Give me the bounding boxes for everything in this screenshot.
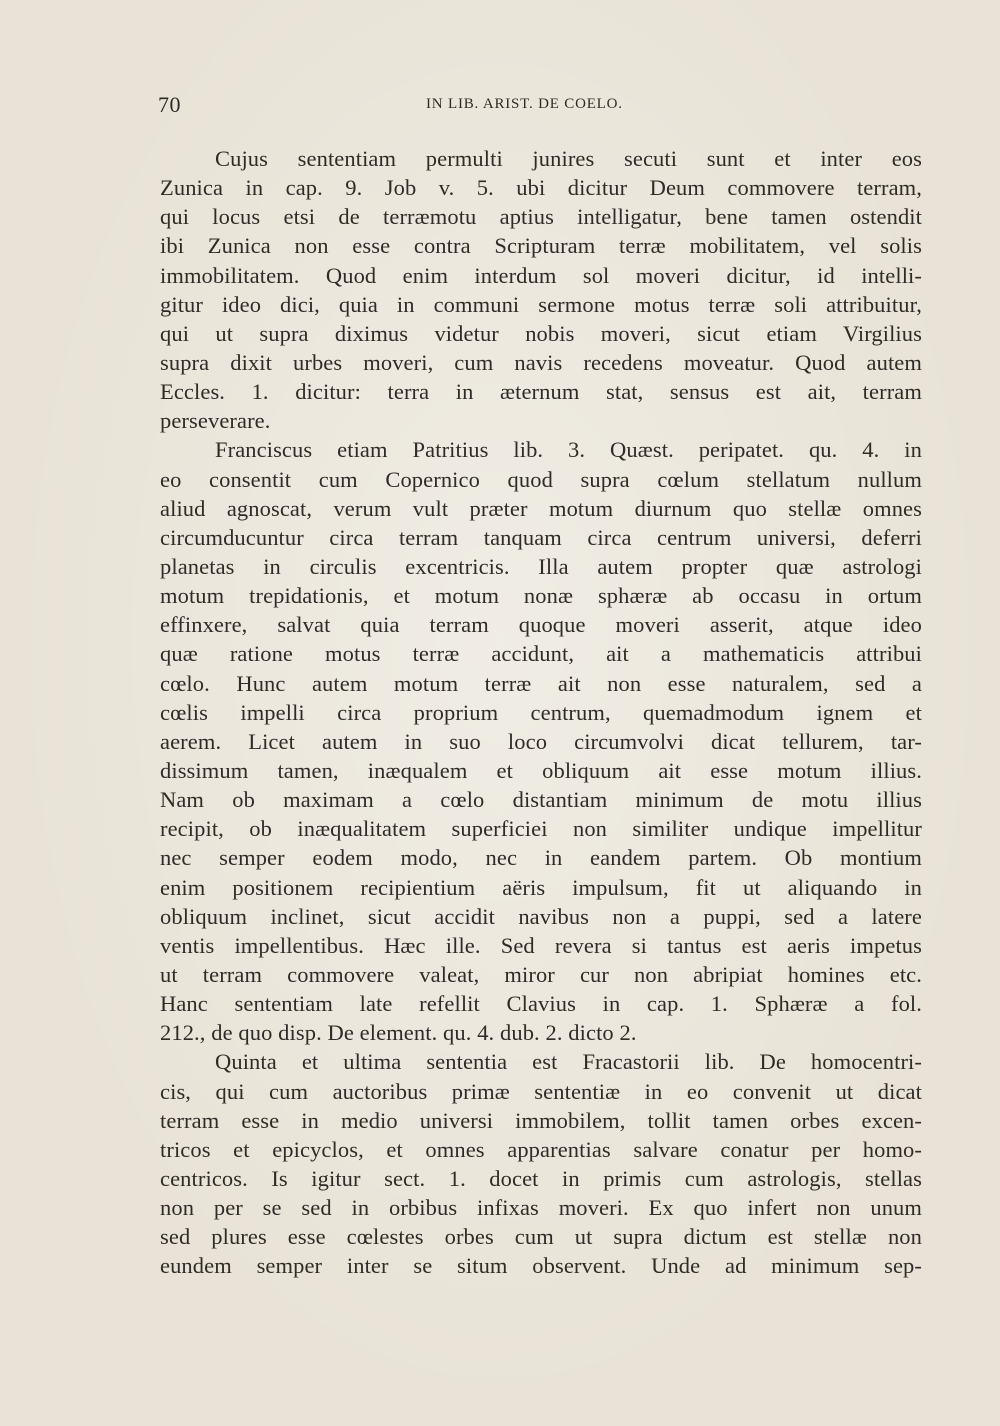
- text-line: ventis impellentibus. Hæc ille. Sed revera si tantus est aeris impetus: [160, 932, 922, 958]
- text-line: non per se sed in orbibus infixas moveri. Ex quo infert non unum: [160, 1195, 922, 1221]
- text-line: enim positionem recipientium aëris impulsum, fit ut aliquando in: [160, 874, 922, 900]
- text-line: ibi Zunica non esse contra Scripturam terræ mobilitatem, vel solis: [160, 233, 922, 259]
- text-line: eundem semper inter se situm observent. Unde ad minimum sep-: [160, 1253, 922, 1279]
- text-line: Nam ob maximam a cœlo distantiam minimum de motu illius: [160, 787, 922, 813]
- text-line: gitur ideo dici, quia in communi sermone motus terræ soli attribuitur,: [160, 291, 922, 317]
- text-line: ut terram commovere valeat, miror cur non abripiat homines etc.: [160, 961, 922, 987]
- text-line: Eccles. 1. dicitur: terra in æternum stat, sensus est ait, terram: [160, 379, 922, 405]
- text-line: Hanc sententiam late refellit Clavius in cap. 1. Sphæræ a fol.: [160, 991, 922, 1017]
- body-text: [160, 144, 922, 1280]
- text-line: cœlo. Hunc autem motum terræ ait non esse naturalem, sed a: [160, 670, 922, 696]
- text-line: planetas in circulis excentricis. Illa autem propter quæ astrologi: [160, 553, 922, 579]
- text-line: nec semper eodem modo, nec in eandem partem. Ob montium: [160, 845, 922, 871]
- text-line: circumducuntur circa terram tanquam circa centrum universi, deferri: [160, 524, 922, 550]
- text-line: supra dixit urbes moveri, cum navis recedens moveatur. Quod autem: [160, 349, 922, 375]
- text-line: centricos. Is igitur sect. 1. docet in primis cum astrologis, stellas: [160, 1165, 922, 1191]
- text-line: Cujus sententiam permulti junires secuti sunt et inter eos: [215, 146, 922, 171]
- text-line: aerem. Licet autem in suo loco circumvolvi dicat tellurem, tar-: [160, 728, 922, 754]
- page-number: 70: [158, 92, 181, 117]
- text-line: 212., de quo disp. De element. qu. 4. dub. 2. dicto 2.: [160, 1020, 637, 1046]
- running-head: [158, 92, 928, 122]
- text-line: obliquum inclinet, sicut accidit navibus non a puppi, sed a latere: [160, 903, 922, 929]
- text-line: dissimum tamen, inæqualem et obliquum ait esse motum illius.: [160, 757, 922, 783]
- text-line: sed plures esse cœlestes orbes cum ut supra dictum est stellæ non: [160, 1224, 922, 1250]
- text-line: aliud agnoscat, verum vult præter motum diurnum quo stellæ omnes: [160, 495, 922, 521]
- text-line: eo consentit cum Copernico quod supra cœlum stellatum nullum: [160, 466, 922, 492]
- text-line: qui ut supra diximus videtur nobis moveri, sicut etiam Virgilius: [160, 320, 922, 346]
- text-line: cœlis impelli circa proprium centrum, quemadmodum ignem et: [160, 699, 922, 725]
- text-line: Zunica in cap. 9. Job v. 5. ubi dicitur Deum commovere terram,: [160, 175, 922, 201]
- text-line: Quinta et ultima sententia est Fracastorii lib. De homocentri-: [215, 1049, 922, 1075]
- text-line: terram esse in medio universi immobilem, tollit tamen orbes excen-: [160, 1107, 922, 1133]
- text-line: perseverare.: [160, 408, 271, 434]
- text-line: effinxere, salvat quia terram quoque moveri asserit, atque ideo: [160, 612, 922, 638]
- text-line: motum trepidationis, et motum nonæ sphæræ ab occasu in ortum: [160, 583, 922, 609]
- text-line: quæ ratione motus terræ accidunt, ait a mathematicis attribui: [160, 641, 922, 667]
- text-line: tricos et epicyclos, et omnes apparentias salvare conatur per homo-: [160, 1136, 922, 1162]
- text-line: Franciscus etiam Patritius lib. 3. Quæst. peripatet. qu. 4. in: [215, 437, 922, 463]
- text-line: cis, qui cum auctoribus primæ sententiæ in eo convenit ut dicat: [160, 1078, 922, 1104]
- text-line: qui locus etsi de terræmotu aptius intelligatur, bene tamen ostendit: [160, 204, 922, 230]
- text-line: recipit, ob inæqualitatem superficiei non similiter undique impellitur: [160, 816, 922, 842]
- text-line: immobilitatem. Quod enim interdum sol moveri dicitur, id intelli-: [160, 262, 922, 288]
- running-title: IN LIB. ARIST. DE COELO.: [426, 96, 623, 112]
